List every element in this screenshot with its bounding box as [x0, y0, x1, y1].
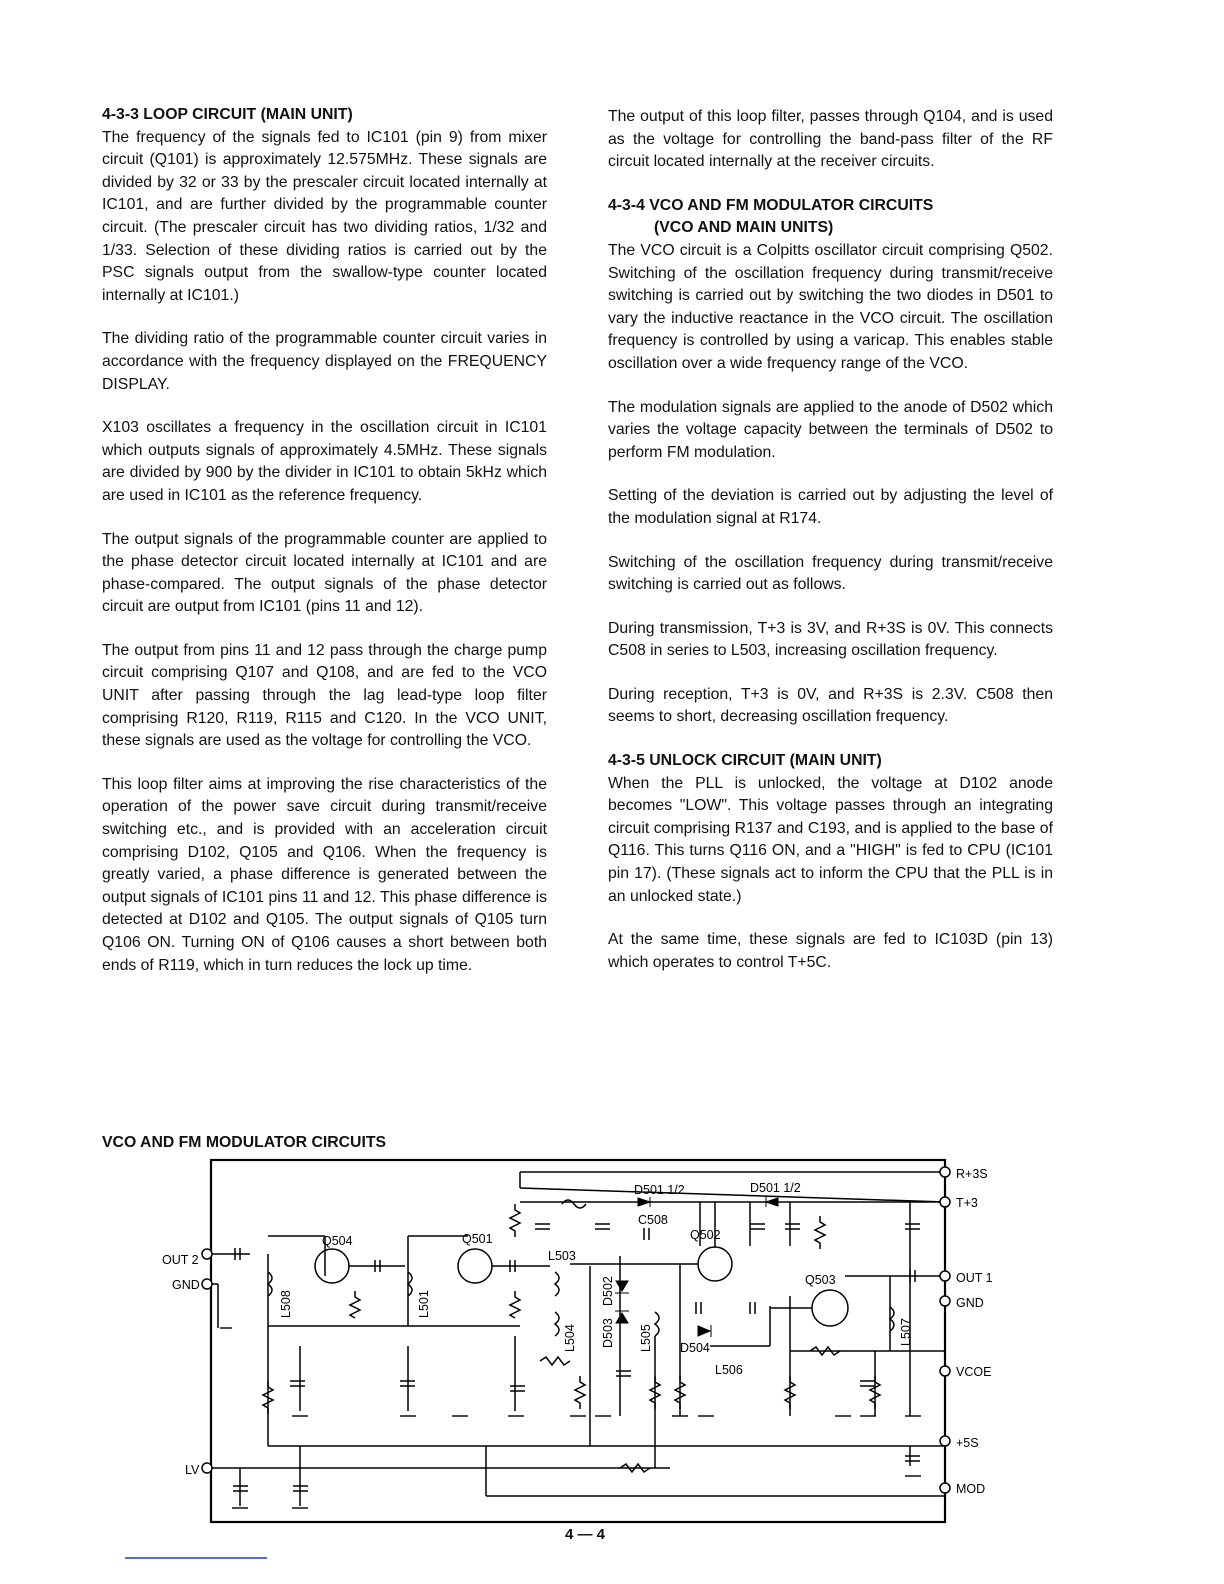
vco-schematic [150, 1156, 1030, 1526]
label-l508: L508 [279, 1290, 293, 1318]
label-l503: L503 [548, 1249, 576, 1263]
terminal-gnd-left: GND [172, 1278, 200, 1292]
paragraph: The frequency of the signals fed to IC101 (pin 9) from mixer circuit (Q101) is approximately 12.575MHz. These signals are divided by 32 or 33 by the prescaler circuit located internally at IC101, and are further divided by the programmable counter circuit. (The prescaler circuit has two dividing ratios, 1/32 and 1/33. Selection of these dividing ratios is carried out by the PSC signals output from the swallow-type counter located internally at IC101.) [102, 128, 547, 304]
label-l504: L504 [563, 1324, 577, 1352]
paragraph: The output of this loop filter, passes through Q104, and is used as the voltage for controlling the band-pass filter of the RF circuit located internally at the receiver circuits. [608, 108, 1053, 171]
terminal-r3s: R+3S [956, 1167, 988, 1181]
paragraph: Setting of the deviation is carried out by adjusting the level of the modulation signal at R174. [608, 487, 1053, 527]
left-column [102, 104, 547, 998]
terminal-out2: OUT 2 [162, 1253, 199, 1267]
label-q501: Q501 [462, 1232, 493, 1246]
paragraph: The modulation signals are applied to the anode of D502 which varies the voltage capacity between the terminals of D502 to perform FM modulation. [608, 398, 1053, 461]
terminal-lv: LV [185, 1463, 200, 1477]
paragraph: X103 oscillates a frequency in the oscillation circuit in IC101 which outputs signals of approximately 4.5MHz. These signals are divided by 900 by the divider in IC101 to obtain 5kHz which are used in IC101 as the reference frequency. [102, 419, 547, 504]
label-l505: L505 [639, 1324, 653, 1352]
label-l507: L507 [899, 1318, 913, 1346]
paragraph: The output signals of the programmable counter are applied to the phase detector circuit located internally at IC101 and are phase-compared. The output signals of the phase detector circuit are output from IC101 (pins 11 and 12). [102, 530, 547, 616]
label-d502: D502 [601, 1276, 615, 1306]
label-l506: L506 [715, 1363, 743, 1377]
page-number: 4 — 4 [565, 1526, 606, 1543]
paragraph: During reception, T+3 is 0V, and R+3S is 2.3V. C508 then seems to short, decreasing oscillation frequency. [608, 685, 1053, 726]
paragraph: The output from pins 11 and 12 pass through the charge pump circuit comprising Q107 and Q108, and are fed to the VCO UNIT after passing through the lag lead-type loop filter comprising R120, R119, R115 and C120. In the VCO UNIT, these signals are used as the voltage for controlling the VCO. [102, 641, 547, 750]
paragraph: At the same time, these signals are fed to IC103D (pin 13) which operates to control T+5C. [608, 931, 1053, 971]
terminal-5s: +5S [956, 1436, 979, 1450]
label-l501: L501 [417, 1290, 431, 1318]
heading-4-3-4-sub: (VCO AND MAIN UNITS) [654, 219, 834, 237]
terminal-vcoe: VCOE [956, 1365, 992, 1379]
heading-4-3-4: 4-3-4 VCO AND FM MODULATOR CIRCUITS [608, 196, 934, 214]
terminal-out1: OUT 1 [956, 1271, 993, 1285]
paragraph: Switching of the oscillation frequency during transmit/receive switching is carried out as follows. [608, 553, 1053, 594]
label-d501b: D501 1/2 [750, 1181, 801, 1195]
diagram-title: VCO AND FM MODULATOR CIRCUITS [102, 1134, 387, 1151]
label-q502: Q502 [690, 1228, 721, 1242]
paragraph: The dividing ratio of the programmable counter circuit varies in accordance with the frequency displayed on the FREQUENCY DISPLAY. [102, 330, 547, 393]
label-d503: D503 [601, 1318, 615, 1348]
paragraph: During transmission, T+3 is 3V, and R+3S is 0V. This connects C508 in series to L503, increasing oscillation frequency. [608, 619, 1053, 660]
label-c508: C508 [638, 1213, 668, 1227]
label-d504: D504 [680, 1341, 710, 1355]
terminal-gnd-right: GND [956, 1296, 984, 1310]
right-column [608, 106, 1053, 995]
heading-4-3-3: 4-3-3 LOOP CIRCUIT (MAIN UNIT) [102, 106, 353, 123]
heading-4-3-5: 4-3-5 UNLOCK CIRCUIT (MAIN UNIT) [608, 752, 882, 770]
paragraph: The VCO circuit is a Colpitts oscillator circuit comprising Q502. Switching of the oscillation frequency during transmit/receive switching is carried out by switching the two diodes in D501 to vary the inductive reactance in the VCO circuit. The oscillation frequency is controlled by using a varicap. This enables stable oscillation over a wide frequency range of the VCO. [608, 241, 1053, 372]
terminal-mod: MOD [956, 1482, 986, 1496]
footer-rule [125, 1557, 267, 1559]
label-q503: Q503 [805, 1273, 836, 1287]
label-d501a: D501 1/2 [634, 1183, 685, 1197]
label-q504: Q504 [322, 1234, 353, 1248]
terminal-t3: T+3 [956, 1196, 978, 1210]
paragraph: This loop filter aims at improving the rise characteristics of the operation of the power save circuit during transmit/receive switching etc., and is provided with an acceleration circuit comprising D102, Q105 and Q106. When the frequency is greatly varied, a phase difference is generated between the output signals of IC101 pins 11 and 12. This phase difference is detected at D102 and Q105. The output signals of Q105 turn Q106 ON. Turning ON of Q106 causes a short between both ends of R119, which in turn reduces the lock up time. [102, 775, 547, 974]
paragraph: When the PLL is unlocked, the voltage at D102 anode becomes "LOW". This voltage passes through an integrating circuit comprising R137 and C193, and is applied to the base of Q116. This turns Q116 ON, and a "HIGH" is fed to CPU (IC101 pin 17). (These signals act to inform the CPU that the PLL is in an unlocked state.) [608, 774, 1053, 905]
